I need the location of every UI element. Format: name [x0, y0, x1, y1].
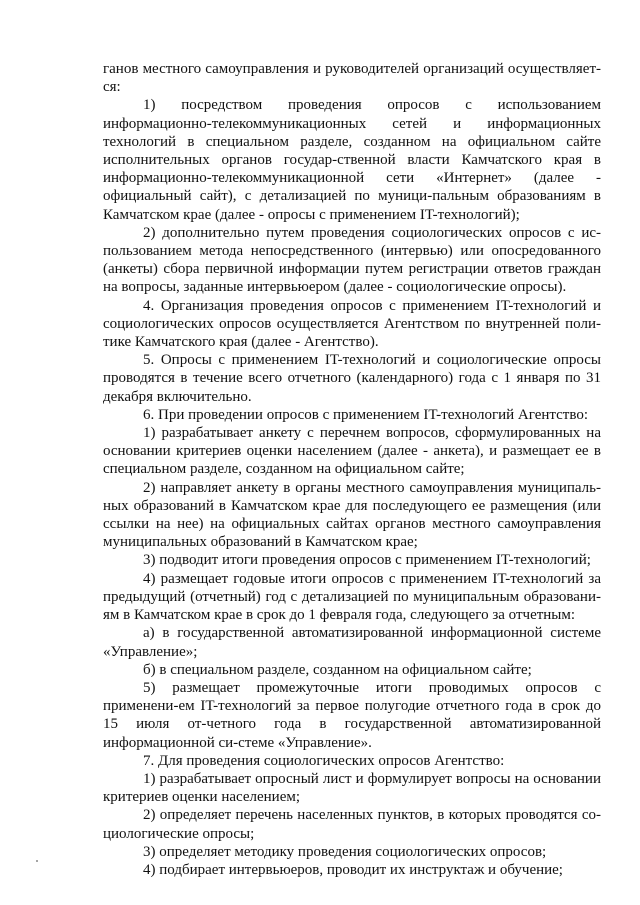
paragraph: 2) определяет перечень населенных пунктов, в которых проводятся со-циологические опросы; — [103, 807, 601, 842]
paragraph: 4) размещает годовые итоги опросов с применением IT-технологий за предыдущий (отчетный) год с детализацией по муниципальным образовани-ям в Камчатском крае в срок до 1 февраля года, следующего за отчетным: — [103, 570, 601, 624]
paragraph: 2) направляет анкету в органы местного самоуправления муниципаль-ных образований в Камчатском крае для последующего ее размещения (или ссылки на нее) на официальных сайтах органов местного самоуправления муниципальных образований в Камчатском крае; — [103, 479, 601, 551]
paragraph: 3) подводит итоги проведения опросов с применением IT-технологий; — [143, 552, 591, 569]
paragraph: а) в государственной автоматизированной информационной системе «Управление»; — [103, 625, 601, 660]
paragraph: 3) определяет методику проведения социологических опросов; — [143, 843, 547, 860]
paragraph: б) в специальном разделе, созданном на официальном сайте; — [143, 661, 532, 678]
paragraph: 1) посредством проведения опросов с использованием информационно-телекоммуникационных сетей и информационных технологий в специальном разделе, созданном на официальном сайте исполнительных органов государ-ственной власти Камчатского края в информационно-телекоммуникационной сети «Интернет» (далее - официальный сайт), с детализацией по муници-пальным образованиям в Камчатском крае (далее - опросы с применением IT-технологий); — [103, 97, 601, 223]
paragraph: 7. Для проведения социологических опросов Агентство: — [143, 752, 505, 769]
paragraph: 5. Опросы с применением IT-технологий и социологические опросы проводятся в течение всего отчетного (календарного) года с 1 января по 31 декабря включительно. — [103, 352, 601, 405]
paragraph: 6. При проведении опросов с применением IT-технологий Агентство: — [143, 406, 588, 423]
scan-speck — [36, 860, 38, 862]
paragraph: 4) подбирает интервьюеров, проводит их инструктаж и обучение; — [143, 861, 563, 878]
paragraph: 1) разрабатывает опросный лист и формулирует вопросы на основании критериев оценки населением; — [103, 770, 601, 806]
paragraph: ганов местного самоуправления и руководителей организаций осуществляет-ся: — [103, 61, 601, 96]
paragraph: 1) разрабатывает анкету с перечнем вопросов, сформулированных на основании критериев оценки населением (далее - анкета), и размещает ее в специальном разделе, созданном на официальном сайте; — [103, 425, 601, 478]
document-body — [103, 60, 601, 879]
paragraph: 2) дополнительно путем проведения социологических опросов с ис-пользованием метода непосредственного (интервью) или опосредованного (анкеты) сбора первичной информации путем регистрации ответов граждан на вопросы, заданные интервьюером (далее - социологические опросы). — [103, 224, 601, 296]
paragraph: 4. Организация проведения опросов с применением IT-технологий и социологических опросов осуществляется Агентством по внутренней поли-тике Камчатского края (далее - Агентство). — [103, 297, 601, 351]
paragraph: 5) размещает промежуточные итоги проводимых опросов с применени-ем IT-технологий за первое полугодие отчетного года в срок до 15 июля от-четного года в государственной автоматизированной информационной си-стеме «Управление». — [103, 679, 601, 751]
